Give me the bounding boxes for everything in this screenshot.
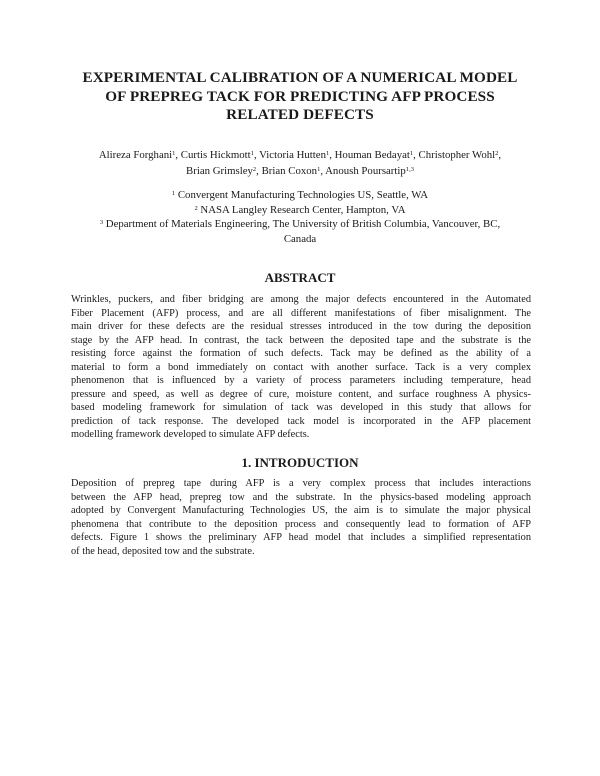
text-line: between the AFP head, prepreg tow and the substrate. In the physics-based modeling approach [71,491,531,503]
author-name: Houman Bedayat [334,149,410,161]
text-line: defects. Figure 1 shows the preliminary AFP head model that includes a simplified representation [71,532,531,544]
title-line: RELATED DEFECTS [226,106,374,123]
author-affil-mark: 1 [250,150,254,157]
affiliation-number: 2 [194,204,198,212]
author-name: Christopher Wohl [418,149,496,161]
author-affil-mark: 1 [172,150,176,157]
text-line: phenomenon that is influenced by a variety of process parameters including temperature, head [71,375,531,387]
text-line: Deposition of prepreg tape during AFP is a very complex process that includes interactions [71,478,531,489]
author-name: Brian Grimsley [186,164,253,177]
affiliation-text: Department of Materials Engineering, The University of British Columbia, Vancouver, BC, [105,218,501,230]
introduction-body [71,477,531,558]
paper-title [60,69,540,125]
author-affil-mark: 1 [317,165,321,173]
introduction-heading: 1. INTRODUCTION [241,455,359,470]
title-line: EXPERIMENTAL CALIBRATION OF A NUMERICAL MODEL [82,69,518,86]
author-name: Curtis Hickmott [180,149,251,161]
affiliation [60,203,540,218]
text-line: adopted by Convergent Manufacturing Technologies US, the aim is to simulate the major physical [71,505,531,517]
text-line: resisting force against the formation of such defects. Tack may be defined as the ability of a [71,348,531,360]
author-name: Brian Coxon [261,164,318,177]
text-line: phenomena that contribute to the deposition process and consequently lead to formation of AFP [71,518,531,530]
affiliation-text: Convergent Manufacturing Technologies US, Seattle, WA [177,189,429,201]
author-affil-mark: 1 [409,150,414,157]
author-affil-mark: 1 [325,150,330,157]
author-line: Alireza Forghani$^1$, Curtis Hickmott$^1$, Victoria Hutten$^1$, Houman Bedayat$^1$, Christopher Wohl$^2$, [98,149,502,161]
text-line: Fiber Placement (AFP) process, and are all different manifestations of fiber misalignment. The [71,307,531,319]
author-affil-mark: 1,3 [405,165,414,173]
author-affil-mark: 2 [252,165,257,173]
affiliation-number: 1 [171,190,176,197]
text-line: based modeling framework for simulation of tack was developed in this study that allows for [71,402,531,414]
text-line: main driver for these defects are the residual stresses introduced in the tow during the deposition [71,321,531,333]
text-line: pressure and speed, as well as degree of cure, moisture content, and surface roughness A physics- [71,388,531,400]
title-line: OF PREPREG TACK FOR PREDICTING AFP PROCESS [105,87,495,105]
author-name: Victoria Hutten [259,149,326,161]
abstract-body [71,293,531,442]
text-line: of the head, deposited tow and the substrate. [71,545,255,557]
author-line: Brian Grimsley$^2$, Brian Coxon$^1$, Anoush Poursartip$^{1,3}$ [186,164,414,177]
affiliation-text: NASA Langley Research Center, Hampton, VA [200,203,406,216]
author-name: Alireza Forghani [98,149,173,161]
text-line: material to form a bond immediately on contact with another surface. Tack is a very complex [71,361,531,373]
affiliation [60,188,540,203]
affiliation [60,217,540,232]
text-line: modelling framework developed to simulate AFP defects. [71,429,310,441]
affiliation [60,232,540,247]
abstract-heading: ABSTRACT [264,270,336,285]
affiliation-text: Canada [283,232,317,245]
author-list [60,148,540,179]
author-affil-mark: 2 [495,150,499,157]
text-line: stage by the AFP head. In contrast, the tack between the deposited tape and the substrate is the [71,334,531,346]
affiliation-number: 3 [99,219,104,226]
text-line: prediction of tack response. The developed tack model is incorporated in the AFP placement [71,415,531,427]
affiliation-list [60,188,540,246]
text-line: Wrinkles, puckers, and fiber bridging are among the major defects encountered in the Automated [71,294,531,305]
author-name: Anoush Poursartip [325,164,406,177]
